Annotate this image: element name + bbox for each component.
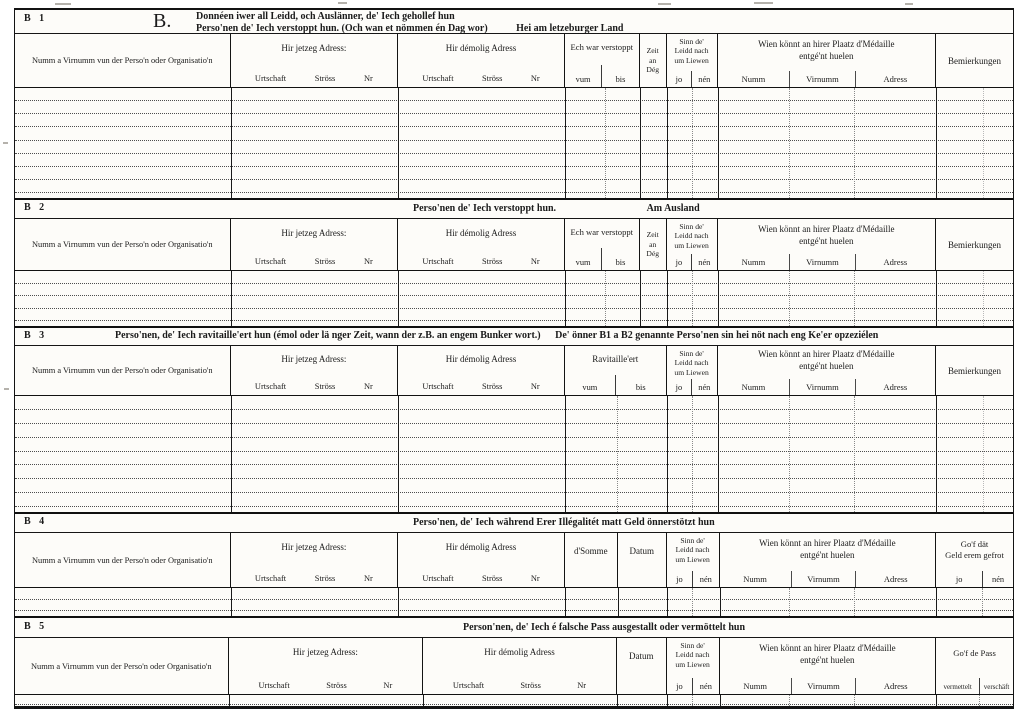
column-divider (640, 88, 641, 198)
column-divider (398, 271, 399, 326)
col-header-current-address: Hir jetzeg Adress: Urtschaft Ströss Nr (231, 34, 399, 87)
subcol-virnumm: Virnumm (789, 71, 854, 87)
column-divider (936, 588, 937, 616)
section-b5-body (15, 695, 1013, 709)
subcol-bis: bis (601, 65, 638, 87)
column-divider (936, 695, 937, 709)
column-divider (231, 588, 232, 616)
section-b4-header-row (15, 533, 1013, 588)
section-b4-label: B 4 (24, 516, 48, 527)
column-divider (936, 396, 937, 512)
section-b1-title-line1: Donnéen iwer all Leidd, och Auslänner, de' Iech gehollef hun (196, 11, 455, 22)
table-row (15, 114, 1013, 127)
scan-artifact (4, 388, 9, 390)
table-row (15, 588, 1013, 600)
section-b4 (15, 512, 1013, 616)
section-b3-body (15, 396, 1013, 512)
column-divider (789, 695, 790, 709)
scan-artifact (55, 3, 71, 5)
col-header-medal-recipient: Wien könnt an hirer Plaatz d'Médaille entgé'nt huelen Numm Virnumm Adress (718, 346, 937, 395)
section-b2-title-location: Am Ausland (646, 203, 700, 214)
column-divider (423, 695, 424, 709)
column-divider (718, 396, 719, 512)
table-row (15, 309, 1013, 322)
section-b4-body (15, 588, 1013, 616)
col-header-name: Numm a Virnumm vun der Perso'n oder Organisatio'n (15, 34, 231, 87)
table-row (15, 141, 1013, 154)
section-b3 (15, 326, 1013, 512)
column-divider (640, 271, 641, 326)
column-divider (231, 396, 232, 512)
table-row (15, 296, 1013, 309)
subcol-vermettelt: vermettelt (943, 683, 972, 691)
section-b1-title (196, 11, 623, 34)
scan-fold-line (983, 271, 984, 326)
col-header-former-address: Hir démolig Adress Urtschaft Ströss Nr (398, 533, 565, 587)
section-b1-title-line2b: Hei am letzeburger Land (516, 22, 624, 34)
table-row (15, 271, 1013, 284)
subcol-nr: Nr (364, 74, 373, 83)
table-row (15, 410, 1013, 424)
table-row (15, 396, 1013, 410)
col-header-current-address: Hir jetzeg Adress: Urtschaft Ströss Nr (231, 346, 399, 395)
subcol-urtschaft: Urtschaft (254, 74, 287, 83)
column-divider (692, 588, 693, 616)
col-header-former-address: Hir démolig Adress Urtschaft Ströss Nr (398, 219, 565, 270)
column-divider (789, 588, 790, 616)
table-row (15, 452, 1013, 466)
section-b3-header-row (15, 346, 1013, 396)
col-header-name: Numm a Virnumm vun der Perso'n oder Organisatio'n (15, 346, 231, 395)
section-b2-body (15, 271, 1013, 326)
column-divider (854, 695, 855, 709)
col-header-still-alive: Sinn de' Leidd nach um Liewen jo nén (667, 638, 720, 694)
column-divider (565, 588, 566, 616)
column-divider (667, 396, 668, 512)
col-header-days: Zeit an Dég (640, 219, 667, 270)
column-divider (618, 588, 619, 616)
section-b1-header-row (15, 34, 1013, 88)
section-b5-title-band (15, 618, 1013, 638)
column-divider (398, 588, 399, 616)
column-divider (229, 695, 230, 709)
column-divider (854, 88, 855, 198)
subcol-stross: Ströss (314, 74, 336, 83)
section-b2-title: Perso'nen de' Iech verstoppt hun. (413, 203, 557, 214)
column-divider (565, 396, 566, 512)
col-header-medal-recipient: Wien könnt an hirer Plaatz d'Médaille entgé'nt huelen Numm Virnumm Adress (720, 533, 937, 587)
table-row (15, 101, 1013, 114)
col-header-hidden-period: Ech war verstoppt vum bis (565, 219, 640, 270)
col-header-still-alive: Sinn de' Leidd nach um Liewen jo nén (667, 533, 720, 587)
section-b5-header-row (15, 638, 1013, 695)
col-header-pass-provided: Go'f de Pass vermettelt verschäft (936, 638, 1013, 694)
subcol-numm: Numm (741, 74, 766, 84)
column-divider (692, 271, 693, 326)
column-divider (854, 396, 855, 512)
col-header-amount: d'Somme (565, 533, 618, 587)
column-divider (692, 695, 693, 709)
column-divider (605, 271, 606, 326)
table-row (15, 493, 1013, 507)
section-b1 (15, 10, 1013, 198)
column-divider (398, 88, 399, 198)
subcol-adress: Adress (855, 71, 935, 87)
col-header-still-alive: Sinn de' Leidd nach um Liewen jo nén (667, 346, 718, 395)
column-divider (979, 695, 980, 709)
column-divider (718, 271, 719, 326)
section-b3-title-note: De' önner B1 a B2 genannte Perso'nen sin hei nöt nach eng Ke'er opzeziélen (555, 330, 879, 341)
subcol-stross: Ströss (481, 74, 503, 83)
scan-fold-line (983, 396, 984, 512)
section-b2-label: B 2 (24, 202, 48, 213)
column-divider (667, 695, 668, 709)
column-divider (789, 396, 790, 512)
column-divider (936, 271, 937, 326)
table-row (15, 465, 1013, 479)
scan-artifact (338, 2, 347, 4)
table-row (15, 167, 1013, 180)
table-row (15, 705, 1013, 710)
section-b3-title: Perso'nen, de' Iech ravitaille'ert hun (émol oder lä nger Zeit, wann der z.B. an engem Bunker wort.) (115, 330, 541, 341)
section-b1-body (15, 88, 1013, 198)
column-divider (718, 88, 719, 198)
column-divider (605, 88, 606, 198)
col-header-former-address: Hir démolig Adress Urtschaft Ströss Nr (398, 346, 565, 395)
column-divider (982, 588, 983, 616)
table-row (15, 127, 1013, 140)
col-header-medal-recipient: Wien könnt an hirer Plaatz d'Médaille entgé'nt huelen Numm Virnumm Adress (720, 638, 937, 694)
subcol-urtschaft: Urtschaft (422, 74, 454, 83)
table-row (15, 88, 1013, 101)
column-divider (692, 88, 693, 198)
col-header-former-address: Hir démolig Adress Urtschaft Ströss Nr (423, 638, 617, 694)
column-divider (789, 88, 790, 198)
column-divider (617, 695, 618, 709)
column-divider (398, 396, 399, 512)
table-row (15, 154, 1013, 167)
section-b2-header-row (15, 219, 1013, 271)
col-header-remarks: Bemierkungen (948, 239, 1002, 250)
column-divider (936, 88, 937, 198)
column-divider (667, 271, 668, 326)
col-header-money-reclaimed: Go'f dät Geld erem gefrot jo nén (936, 533, 1013, 587)
column-divider (565, 271, 566, 326)
col-header-name: Numm a Virnumm vun der Perso'n oder Organisatio'n (15, 638, 229, 694)
col-header-remarks: Bemierkungen (948, 55, 1002, 66)
subcol-vum: vum (575, 75, 591, 84)
col-header-still-alive: Sinn de' Leidd nach um Liewen jo nén (667, 219, 718, 270)
col-header-still-alive: Sinn de' Leidd nach um Liewen jo nén (667, 34, 718, 87)
column-divider (667, 88, 668, 198)
scan-artifact (3, 142, 8, 144)
section-b5-label: B 5 (24, 621, 48, 632)
section-b1-title-line2: Perso'nen de' Iech verstoppt hun. (Och wan et nömmen én Dag wor) (196, 22, 488, 34)
section-b4-title: Perso'nen, de' Iech während Erer Illégalitét matt Geld önnerstötzt hun (413, 517, 715, 528)
col-header-date: Datum (618, 533, 667, 587)
scan-artifact (658, 3, 671, 5)
subcol-jo: jo (675, 75, 683, 84)
col-header-hidden-period: Ech war verstoppt vum bis (565, 34, 640, 87)
column-divider (720, 588, 721, 616)
column-divider (692, 396, 693, 512)
section-b1-title-band (15, 10, 1013, 34)
col-header-days: Zeit an Dég (640, 34, 667, 87)
column-divider (720, 695, 721, 709)
col-header-name: Numm a Virnumm vun der Perso'n oder Organisatio'n (15, 219, 231, 270)
col-header-remarks: Bemierkungen (948, 365, 1002, 376)
section-b3-label: B 3 (24, 330, 48, 341)
table-row (15, 438, 1013, 452)
col-header-current-address: Hir jetzeg Adress: Urtschaft Ströss Nr (229, 638, 424, 694)
column-divider (565, 88, 566, 198)
scanned-form-page (14, 8, 1014, 709)
subcol-verschaft: verschäft (979, 678, 1013, 694)
column-divider (854, 588, 855, 616)
table-row (15, 600, 1013, 612)
column-divider (231, 271, 232, 326)
table-row (15, 180, 1013, 193)
table-row (15, 695, 1013, 705)
col-header-name: Numm a Virnumm vun der Perso'n oder Organisatio'n (15, 533, 231, 587)
section-b5 (15, 616, 1013, 709)
section-b1-big-letter: B. (153, 10, 172, 32)
table-row (15, 424, 1013, 438)
section-b3-title-band (15, 328, 1013, 346)
subcol-nen: nén (691, 71, 716, 87)
column-divider (854, 271, 855, 326)
section-b1-label: B 1 (24, 13, 48, 24)
scan-fold-line (983, 88, 984, 198)
table-row (15, 284, 1013, 297)
table-row (15, 479, 1013, 493)
scan-artifact (754, 2, 773, 4)
column-divider (617, 396, 618, 512)
col-header-former-address: Hir démolig Adress Urtschaft Ströss Nr (398, 34, 565, 87)
subcol-nr: Nr (530, 74, 540, 83)
col-header-supplied-period: Ravitaille'ert vum bis (565, 346, 667, 395)
col-header-date: Datum (617, 638, 667, 694)
col-header-medal-recipient: Wien könnt an hirer Plaatz d'Médaille entgé'nt huelen Numm Virnumm Adress (718, 34, 937, 87)
col-header-current-address: Hir jetzeg Adress: Urtschaft Ströss Nr (231, 533, 399, 587)
section-b5-title: Person'nen, de' Iech é falsche Pass ausgestallt oder vermöttelt hun (463, 622, 746, 633)
col-header-current-address: Hir jetzeg Adress: Urtschaft Ströss Nr (231, 219, 399, 270)
col-header-medal-recipient: Wien könnt an hirer Plaatz d'Médaille entgé'nt huelen Numm Virnumm Adress (718, 219, 937, 270)
column-divider (789, 271, 790, 326)
column-divider (231, 88, 232, 198)
scan-artifact (905, 3, 913, 5)
section-b2 (15, 198, 1013, 326)
section-b2-title-band (15, 200, 1013, 219)
column-divider (667, 588, 668, 616)
section-b4-title-band (15, 514, 1013, 533)
